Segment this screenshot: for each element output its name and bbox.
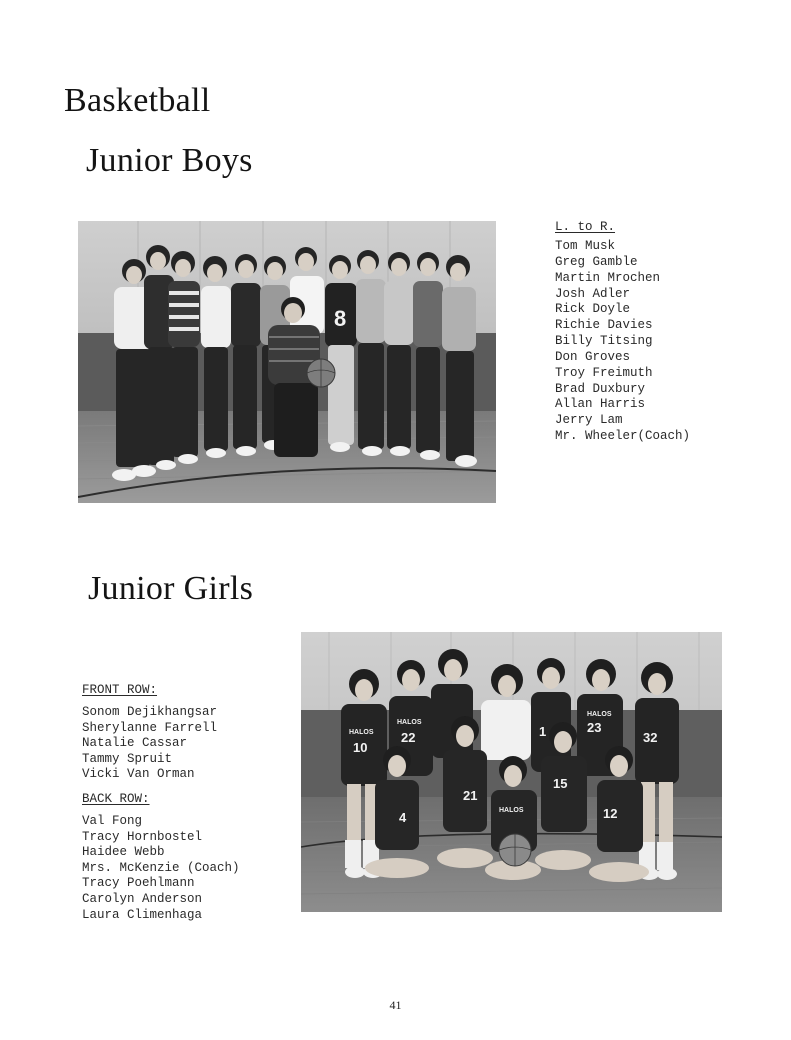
list-item: Mrs. McKenzie (Coach) [82,860,240,875]
list-item: Brad Duxbury [555,381,646,396]
list-item: Rick Doyle [555,302,631,317]
junior-boys-title: Junior Boys [86,142,253,179]
list-item: Tom Musk [555,239,616,253]
jersey-text: HALOS [499,807,524,814]
list-item: Don Groves [555,349,631,364]
junior-boys-team-photo [78,221,496,503]
list-item: Val Fong [82,813,143,828]
back-row-heading: BACK ROW: [82,791,150,806]
list-item: Mr. Wheeler(Coach) [555,429,691,444]
junior-girls-title: Junior Girls [88,570,254,607]
list-item: Josh Adler [555,286,631,301]
list-item: Natalie Cassar [82,736,188,751]
list-item: Haidee Webb [82,845,165,860]
list-item: Richie Davies [555,318,653,333]
list-item: Troy Freimuth [555,365,653,380]
list-item: Vicki Van Orman [82,767,195,782]
list-item: Laura Climenhaga [82,907,203,922]
list-item: Martin Mrochen [555,270,661,285]
jersey-number: 15 [553,776,568,791]
list-item: Carolyn Anderson [82,891,203,906]
list-item: Greg Gamble [555,254,638,269]
page-number: 41 [389,998,402,1012]
list-item: Billy Titsing [555,334,653,349]
front-row-heading: FRONT ROW: [82,683,158,697]
jersey-number: 22 [401,730,416,745]
jersey-number: 23 [587,720,602,735]
girls-caption [82,683,240,923]
jersey-text: HALOS [397,719,422,726]
jersey-text: HALOS [587,711,612,718]
junior-girls-team-photo [301,632,722,912]
section-title: Basketball [64,82,211,119]
jersey-number: 4 [399,810,407,825]
jersey-number: 10 [353,740,368,755]
front-row-name-list [82,705,240,783]
list-item: Tammy Spruit [82,751,173,766]
boys-name-list [555,239,690,445]
boys-caption [555,219,690,445]
jersey-number: 12 [603,806,618,821]
jersey-number: 1 [539,724,547,739]
list-item: Allan Harris [555,397,646,412]
jersey-number: 32 [643,730,658,745]
list-item: Tracy Hornbostel [82,829,203,844]
jersey-number: 21 [463,788,478,803]
list-item: Sonom Dejikhangsar [82,705,218,719]
jersey-number: 8 [334,306,347,331]
list-item: Tracy Poehlmann [82,876,195,891]
list-item: Sherylanne Farrell [82,720,218,735]
boys-caption-heading: L. to R. [555,220,616,234]
back-row-name-list [82,814,240,923]
list-item: Jerry Lam [555,413,623,428]
jersey-text: HALOS [349,729,374,736]
